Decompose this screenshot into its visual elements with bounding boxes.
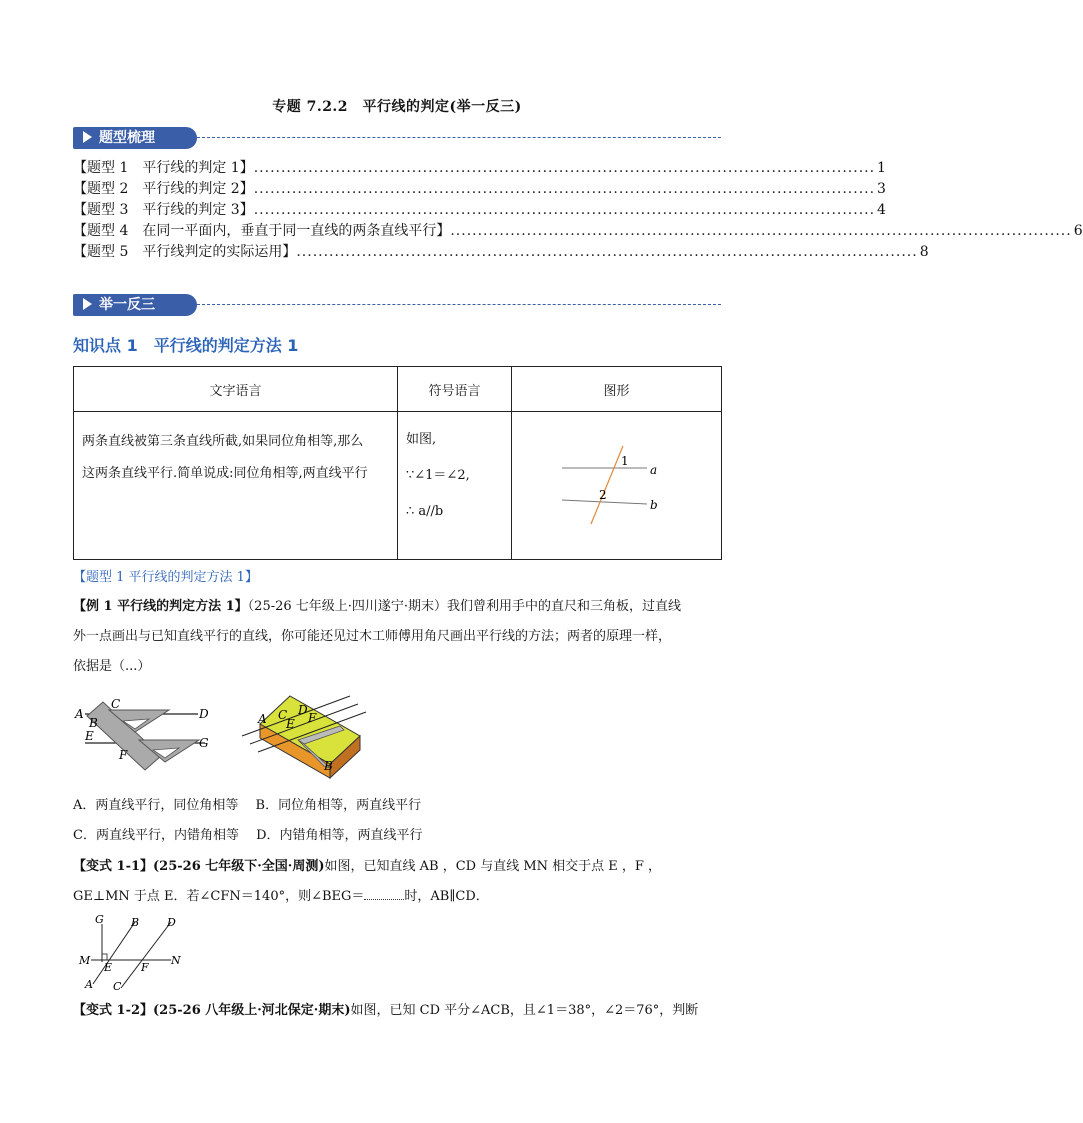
play-arrow-icon [83,131,92,143]
ruler-triangle-figure [73,696,223,776]
header-cell-symbol: 符号语言 [398,367,512,412]
toc-item-label: 【题型 1 平行线的判定 1】 [73,160,254,176]
point-label: B [89,716,98,730]
toc-item[interactable] [73,242,929,263]
variant-text: 如图，已知直线 AB ，CD 与直线 MN 相交于点 E ，F ， [324,859,662,874]
parallel-lines-figure [557,444,677,524]
example-tag: 【例 1 平行线的判定方法 1】 [73,599,248,614]
example-text: 依据是（...） [73,659,151,674]
play-arrow-icon [83,298,92,310]
variant-text: GE⊥MN 于点 E．若∠CFN＝140°，则∠BEG＝ [73,889,365,904]
example-text: 外一点画出与已知直线平行的直线，你可能还见过木工师傅用角尺画出平行线的方法；两者的原理一样， [73,629,672,644]
example-source: （25-26 七年级上·四川遂宁·期末） [247,599,448,614]
toc-leader-dots: .................................................................................................................. [296,244,918,260]
point-label: C [278,708,288,722]
toc-page-number: 6 [1073,223,1083,239]
variant-source: (25-26 七年级下·全国·周测) [153,859,325,874]
text-language-cell [74,412,398,560]
toc-item[interactable] [73,158,886,179]
toc-leader-dots: .................................................................................................................. [450,223,1072,239]
point-label: C [113,980,122,993]
toc-page-number: 3 [877,181,886,197]
point-label: A [258,712,267,726]
toc-page-number: 8 [919,244,929,260]
point-label: C [111,697,121,711]
dashed-divider [197,137,721,138]
variant-tag: 【变式 1-1】 [73,859,154,874]
dashed-divider [197,304,721,305]
line-label-a: a [649,462,657,477]
option-row[interactable]: C．两直线平行，内错角相等 D．内错角相等，两直线平行 [73,828,423,843]
point-label: E [286,717,295,731]
angle-label-2: 2 [598,487,607,502]
point-label: G [199,736,209,750]
point-label: A [85,978,93,991]
example-text: 我们曾利用手中的直尺和三角板，过直线 [447,599,682,614]
toc-item-label: 【题型 3 平行线的判定 3】 [73,202,254,218]
table-of-contents [73,158,1083,263]
variant-tag: 【变式 1-2】 [73,1003,154,1018]
toc-page-number: 4 [877,202,886,218]
table-row [74,412,722,560]
header-cell-figure: 图形 [512,367,722,412]
toc-item-label: 【题型 2 平行线的判定 2】 [73,181,254,197]
answer-blank[interactable] [364,899,404,900]
toc-leader-dots: .................................................................................................................. [253,202,876,218]
type-heading: 【题型 1 平行线的判定方法 1】 [73,570,258,585]
variant-1-2 [73,996,722,1026]
variant-text: 如图，已知 CD 平分∠ACB，且∠1＝38°，∠2＝76°，判断 [350,1003,699,1018]
example-1 [73,592,722,682]
toc-item[interactable] [73,179,886,200]
table-header-row [74,367,722,412]
symbol-line: ∵∠1＝∠2, [406,468,470,483]
variant-source: (25-26 八年级上·河北保定·期末) [153,1003,351,1018]
point-label: E [85,729,94,743]
variant-1-1 [73,852,722,912]
text-line: 这两条直线平行.简单说成:同位角相等,两直线平行 [82,466,368,481]
transversal-line [591,446,623,524]
right-angle-mark [102,954,107,960]
toc-item[interactable] [73,200,886,221]
point-label: D [298,703,308,717]
point-label: F [141,961,149,974]
banner-label: 举一反三 [99,297,155,313]
variant-text: 时，AB∥CD． [404,889,489,904]
intersecting-lines-figure [73,912,183,992]
toc-item-label: 【题型 5 平行线判定的实际运用】 [73,244,297,260]
document-title: 专题 7.2.2 平行线的判定(举一反三) [272,99,522,115]
text-line: 两条直线被第三条直线所截,如果同位角相等,那么 [82,434,364,449]
symbol-line: 如图, [406,432,437,447]
line-ab [93,922,135,984]
knowledge-point-title: 知识点 1 平行线的判定方法 1 [73,336,299,355]
point-label: B [131,916,140,929]
toc-item-label: 【题型 4 在同一平面内，垂直于同一直线的两条直线平行】 [73,223,451,239]
symbol-language-cell [398,412,512,560]
point-label: A [75,707,84,721]
point-label: B [324,759,333,773]
figure-cell [512,412,722,560]
point-label: E [104,961,113,974]
carpenter-square-figure [240,692,370,780]
symbol-line: ∴ a//b [406,504,444,519]
toc-leader-dots: .................................................................................................................. [253,181,876,197]
option-row[interactable]: A．两直线平行，同位角相等 B．同位角相等，两直线平行 [73,798,422,813]
line-label-b: b [649,497,658,512]
point-label: D [199,707,209,721]
point-label: F [119,748,128,762]
point-label: N [171,954,181,967]
point-label: D [167,916,176,929]
banner-label: 题型梳理 [99,130,155,146]
angle-label-1: 1 [620,453,629,468]
point-label: G [95,913,104,926]
knowledge-table [73,366,722,560]
toc-page-number: 1 [877,160,886,176]
point-label: M [79,954,91,967]
point-label: F [308,711,317,725]
header-cell-text: 文字语言 [74,367,398,412]
toc-leader-dots: .................................................................................................................. [253,160,876,176]
toc-item[interactable] [73,221,1083,242]
